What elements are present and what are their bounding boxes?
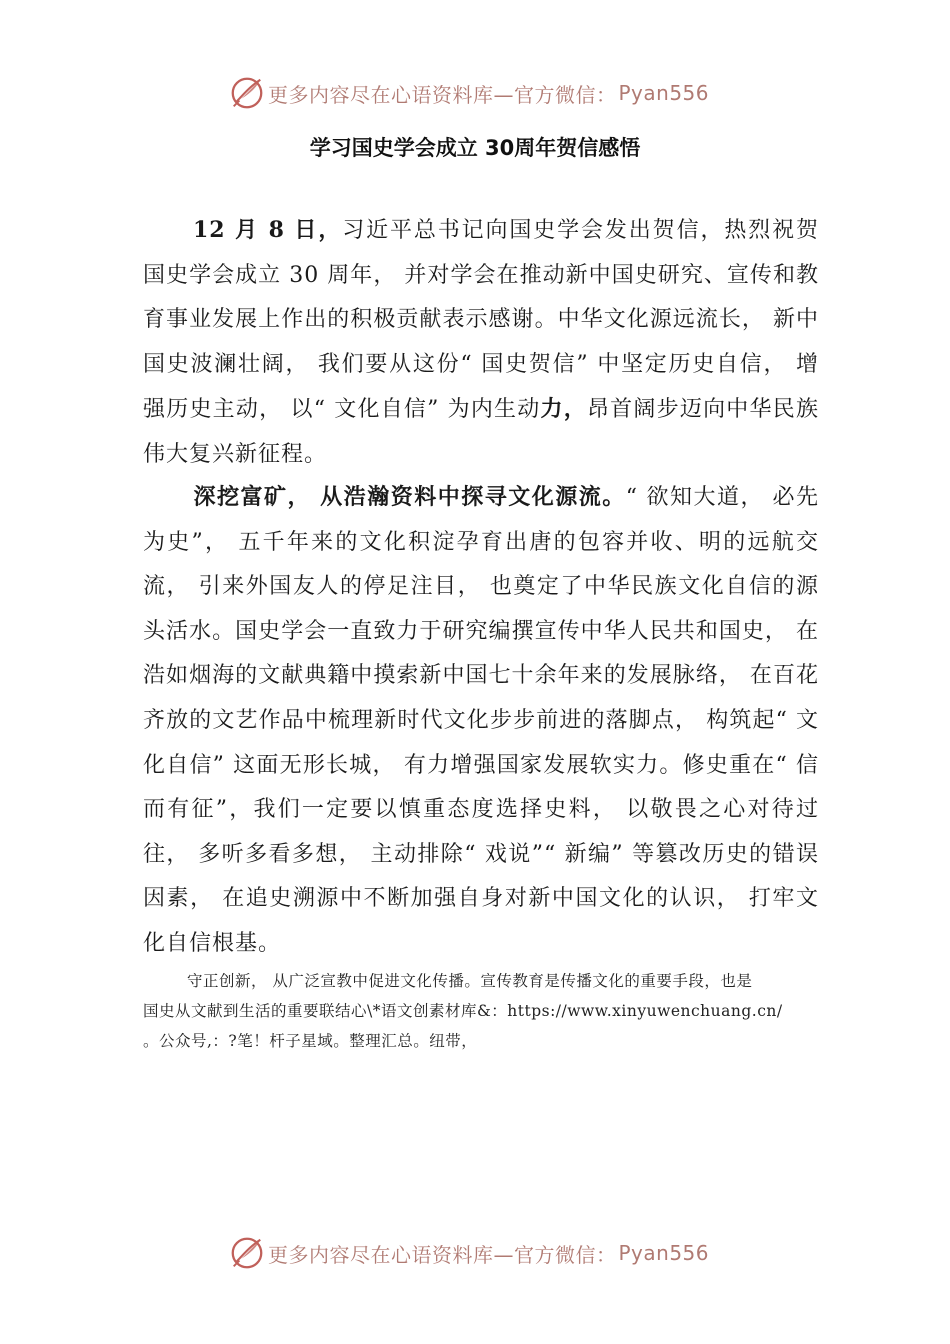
paragraph-2-heading: 深挖富矿， 从浩瀚资料中探寻文化源流。 xyxy=(193,484,626,510)
small-line xyxy=(143,966,819,996)
small-line xyxy=(143,996,819,1026)
watermark-text: 更多内容尽在心语资料库—官方微信： xyxy=(268,82,617,107)
watermark-wechat-id: Pyan556 xyxy=(618,81,710,105)
quill-logo-icon xyxy=(228,1234,266,1272)
document-title: 学习国史学会成立 30周年贺信感悟 xyxy=(309,136,641,160)
paragraph-1-tail: 昂首阔步迈向中华民族伟大复兴新征程。 xyxy=(143,397,819,467)
small-text-block xyxy=(143,966,819,1056)
paragraph-1-text: 习近平总书记向国史学会发出贺信，热烈祝贺国史学会成立 30 周年， 并对学会在推动新中国史研究、宣传和教育事业发展上作出的积极贡献表示感谢。中华文化源远流长， 新中国史波澜壮阔， 我们要从这份“ 国史贺信” 中坚定历史自信， 增强历史主动， 以“ 文化自信” 为内生动 xyxy=(143,218,819,423)
paragraph-1-date: 12 月 8 日， xyxy=(193,217,343,243)
watermark-wechat-id: Pyan556 xyxy=(618,1241,710,1265)
paragraph-2-text: “ 欲知大道， 必先为史”， 五千年来的文化积淀孕育出唐的包容并收、明的远航交流， 引来外国友人的停足注目， 也奠定了中华民族文化自信的源头活水。国史学会一直致力于研究编撰宣传中华人民共和国史， 在浩如烟海的文献典籍中摸索新中国七十余年来的发展脉络， 在百花齐放的文艺作品中梳理新时代文化步步前进的落脚点， 构筑起“ 文化自信” 这面无形长城， 有力增强国家发展软实力。修史重在“ 信而有征”，我们一定要以慎重态度选择史料， 以敬畏之心对待过往， 多听多看多想， 主动排除“ 戏说”“ 新编” 等篡改历史的错误因素， 在追史溯源中不断加强自身对新中国文化的认识， 打牢文化自信根基。 xyxy=(143,485,819,956)
watermark-text: 更多内容尽在心语资料库—官方微信： xyxy=(268,1242,617,1267)
small-line xyxy=(143,1026,819,1056)
header-watermark xyxy=(228,74,709,112)
quill-logo-icon xyxy=(228,74,266,112)
paragraph-2 xyxy=(143,475,819,967)
footer-watermark xyxy=(228,1234,709,1272)
small-line-text: 国史从文献到生活的重要联结心\*语文创素材库&：https://www.xinyuwenchuang.cn/ xyxy=(143,1002,783,1020)
paragraph-1-bold-char: 力， xyxy=(540,396,587,423)
small-line-text: 。公众号,：?笔！杆子星域。整理汇总。纽带， xyxy=(143,1032,478,1050)
paragraph-1 xyxy=(143,208,819,478)
small-line-text: 守正创新， 从广泛宣教中促进文化传播。宣传教育是传播文化的重要手段，也是 xyxy=(187,972,753,990)
